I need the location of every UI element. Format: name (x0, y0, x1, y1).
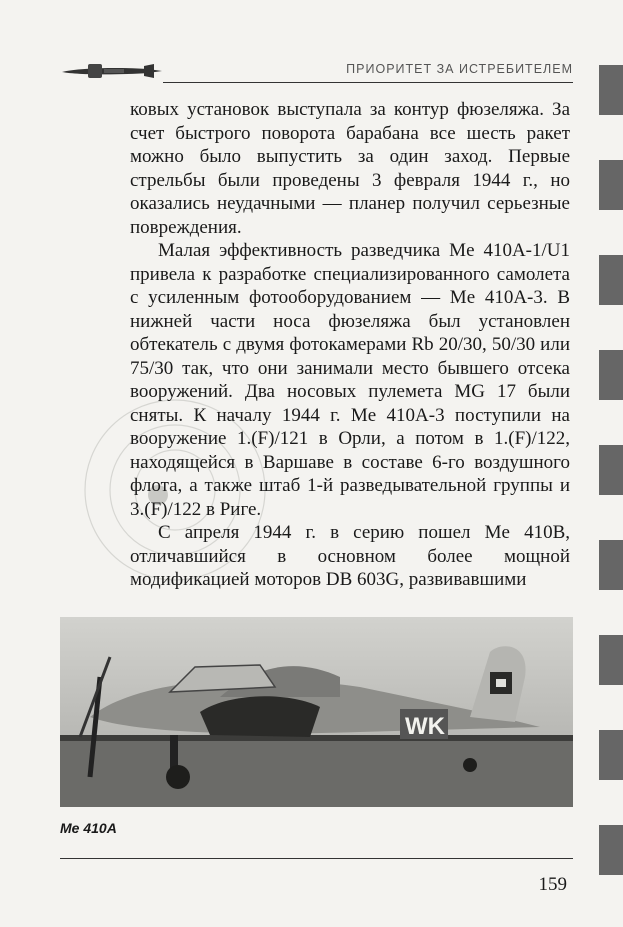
paragraph: С апреля 1944 г. в серию пошел Me 410B, отличавшийся в основном более мощной модификацией моторов DB 603G, развивавшими (130, 522, 570, 590)
page-number: 159 (538, 874, 567, 895)
fuselage-code: WK (405, 713, 445, 740)
paragraph: Малая эффективность разведчика Me 410A-1/U1 привела к разработке специализированного самолета с усиленным фотооборудованием — Me 410A-3. В нижней части носа фюзеляжа был установлен обтекатель с двумя фотокамерами Rb 20/30, 50/30 или 75/30 так, что они занимали место бывшего отсека вооружений. Два носовых пулемета MG 17 были сняты. К началу 1944 г. Me 410A-3 поступили на вооружение 1.(F)/121 в Орли, а потом в 1.(F)/122, находящейся в Варшаве в составе 6-го воздушного флота, а также штаб 1-й разведывательной группы и 3.(F)/122 в Риге. (130, 240, 570, 520)
edge-tab (599, 350, 623, 400)
airplane-icon (58, 60, 168, 82)
body-text (130, 98, 570, 592)
paragraph: ковых установок выступала за контур фюзеляжа. За счет быстрого поворота барабана все шесть ракет можно было выпустить за один заход. Первые стрельбы были проведены 3 февраля 1944 г., но оказались неудачными — планер получил серьезные повреждения. (130, 99, 570, 238)
aircraft-photo (60, 617, 573, 807)
edge-tab (599, 255, 623, 305)
footer-rule (60, 858, 573, 859)
edge-tab (599, 540, 623, 590)
edge-tab (599, 160, 623, 210)
running-header (58, 60, 573, 86)
running-header-title: ПРИОРИТЕТ ЗА ИСТРЕБИТЕЛЕМ (346, 62, 573, 76)
header-rule (163, 82, 573, 83)
edge-tab (599, 65, 623, 115)
edge-tab (599, 825, 623, 875)
edge-thumb-tabs (599, 65, 623, 895)
photo-caption: Me 410A (60, 820, 117, 836)
edge-tab (599, 445, 623, 495)
edge-tab (599, 730, 623, 780)
edge-tab (599, 635, 623, 685)
